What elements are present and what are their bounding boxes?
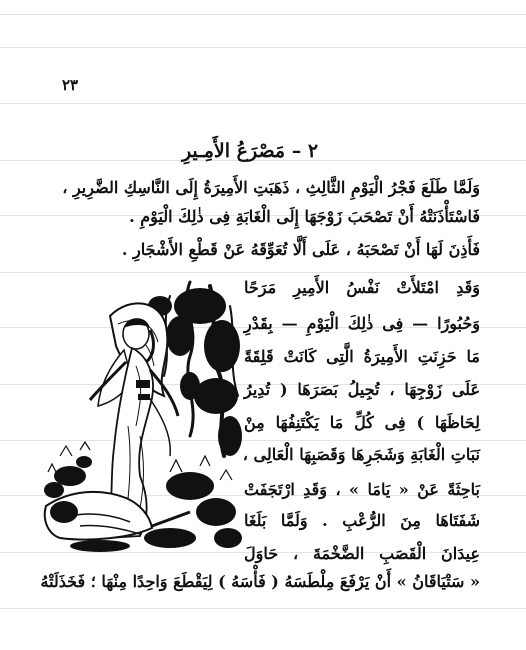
text-line-8: لِحَاظَهَا ) فِى كُلِّ مَا يَكْتَنِفُهَا مِنْ [244,413,480,432]
text-line-12: عِيدَانَ الْقَصَبِ الضَّخْمَةَ ، حَاوَلَ [244,544,480,563]
text-line-9: نَبَاتِ الْغَابَةِ وَشَجَرِهَا وَقَصَبِهَا الْعَالِى ، [242,445,480,464]
chapter-title: ٢ – مَصْرَعُ الأَمِـيرِ [181,140,319,162]
text-line-13: « سَتْيَاقَانُ » أَنْ يَرْفَعَ مِلْطَسَهُ ( فَأْسَهُ ) لِيَقْطَعَ وَاحِدًا مِنْهَا ؛ فَخَذَلَتْهُ [40,572,480,591]
text-line-3: فَأَذِنَ لَهَا أَنْ تَصْحَبَهُ ، عَلَى أَلَّا تُعَوِّقَهُ عَنْ قَطْعِ الأَشْجَارِ . [121,240,480,259]
ruled-line [0,14,526,15]
text-line-2: فَاسْتَأْذَنَتْهُ أَنْ تَصْحَبَ زَوْجَهَا إِلَى الْغَابَةِ فِى ذٰلِكَ الْيَوْمِ . [129,207,480,226]
text-line-11: شَفَتَاهَا مِنَ الرُّعْبِ . وَلَمَّا بَلَغَا [244,511,480,530]
ruled-line [0,608,526,609]
text-line-4: وَقَدِ امْتَلأَتْ نَفْسُ الأَمِيرِ مَرَحًا [244,278,480,297]
ruled-line [0,272,526,273]
ruled-line [0,103,526,104]
text-line-6: مَا حَزِنَتِ الأَمِيرَةُ الَّتِى كَانَتْ قَلِقَةً [244,347,480,366]
illustration-princess-and-fallen-prince [40,276,244,554]
text-line-5: وَحُبُورًا — فِى ذٰلِكَ الْيَوْمِ — بِقَدْرِ [244,314,480,333]
text-line-1: وَلَمَّا طَلَعَ فَجْرُ الْيَوْمِ الثَّالِثِ ، ذَهَبَتِ الأَمِيرَةُ إِلَى النَّاسِكِ الضَّرِيرِ ، [62,178,480,197]
ruled-line [0,47,526,48]
text-line-7: عَلَى زَوْجِهَا ، تُجِيلُ بَصَرَهَا ( تُدِيرُ [244,380,480,399]
text-line-10: بَاحِثَةً عَنْ « يَامَا » ، وَقَدِ ارْتَجَفَتْ [244,480,480,499]
page-number: ٢٣ [62,76,79,94]
